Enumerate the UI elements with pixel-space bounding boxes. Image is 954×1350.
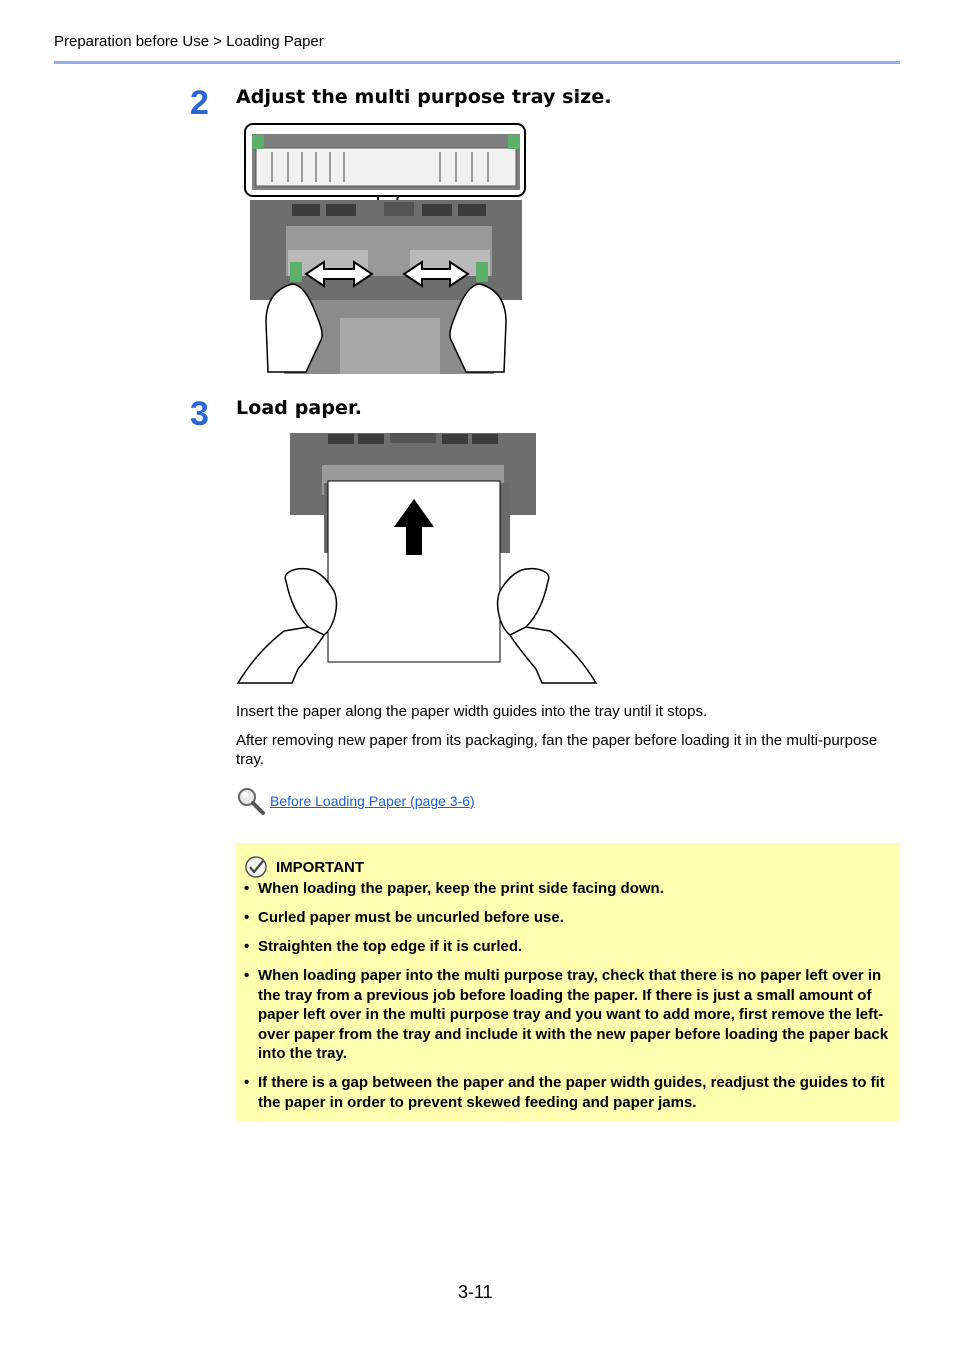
instruction-paragraph-2: After removing new paper from its packaging, fan the paper before loading it in the multi-purpose tray. (236, 732, 878, 768)
important-item: • Curled paper must be uncurled before use. (244, 908, 892, 928)
important-item: • When loading the paper, keep the print side facing down. (244, 879, 892, 899)
important-item: • When loading paper into the multi purpose tray, check that there is no paper left over in the tray from a previous job before loading the paper. If there is just a small amount of paper left over in the multi purpose tray and you want to add more, first remove the left-over paper from the tray and include it with the new paper before loading the paper back into the tray. (244, 966, 892, 1064)
check-circle-icon (244, 855, 268, 879)
step-2-title: Adjust the multi purpose tray size. (236, 86, 612, 108)
before-loading-paper-link[interactable]: Before Loading Paper (page 3-6) (270, 793, 475, 809)
important-label: IMPORTANT (276, 858, 365, 876)
page-number: 3-11 (458, 1282, 493, 1302)
step-2-number: 2 (190, 84, 209, 122)
important-item: • If there is a gap between the paper and the paper width guides, readjust the guides to fit the paper in order to prevent skewed feeding and paper jams. (244, 1073, 892, 1112)
instruction-paragraph-1: Insert the paper along the paper width guides into the tray until it stops. (236, 703, 708, 720)
important-box (236, 843, 900, 1121)
load-paper-illustration (236, 431, 598, 685)
important-list (244, 879, 892, 1122)
step-3-number: 3 (190, 395, 209, 433)
step-3-title: Load paper. (236, 397, 363, 419)
breadcrumb: Preparation before Use > Loading Paper (54, 33, 324, 50)
header-divider (54, 61, 900, 64)
important-header (244, 855, 364, 879)
important-item: • Straighten the top edge if it is curled. (244, 937, 892, 957)
tray-size-adjust-illustration (244, 122, 528, 374)
reference-link-row[interactable] (236, 786, 475, 816)
magnifier-icon (236, 786, 266, 816)
